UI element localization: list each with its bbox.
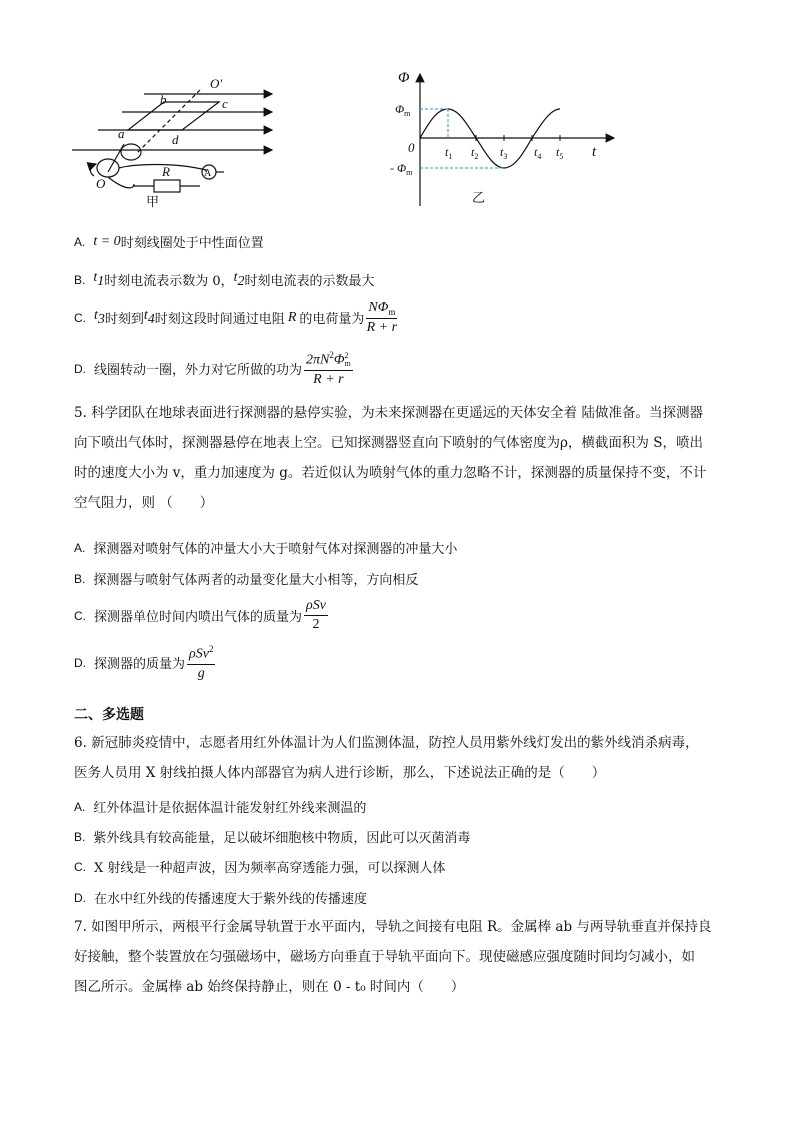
q6-option-a [74,797,366,816]
option-text: 探测器的质量为 [94,657,186,673]
option-key: B. [74,272,86,287]
section-title: 二、多选题 [74,707,144,723]
q6-option-c [74,857,445,876]
label-o: O [96,176,106,191]
option-key: A. [74,234,86,249]
q4-option-c [74,300,397,336]
option-text: 红外体温计是依据体温计能发射红外线来测温的 [93,801,367,816]
stem-line: 7. 如图甲所示，两根平行金属导轨置于水平面内，导轨之间接有电阻 R。金属棒 ab 与两导轨垂直并保持良 [74,919,712,935]
stem-line: 好接触，整个装置放在匀强磁场中，磁场方向垂直于导轨平面向下。现使磁感应强度随时间均匀减小，如 [74,949,695,965]
label-c: c [222,96,228,111]
caption-yi: 乙 [472,191,486,206]
q5-option-a [74,538,457,557]
option-text: 探测器对喷射气体的冲量大小大于喷射气体对探测器的冲量大小 [93,542,458,557]
fraction-mass: $\frac{\rho Sv^2}{g}$ [189,644,214,681]
y-axis-label: Φ [398,70,410,86]
option-key: D. [74,655,86,670]
stem-line: 图乙所示。金属棒 ab 始终保持静止，则在 0 - t₀ 时间内（ ） [74,979,465,995]
label-o-prime: O′ [210,76,223,91]
option-text: X 射线是一种超声波，因为频率高穿透能力强，可以探测人体 [94,861,446,876]
label-ammeter: A [204,168,212,179]
q5-stem [74,398,734,518]
fraction-charge: $\frac{N\Phi_m}{R + r}$ [366,300,398,335]
label-d: d [172,132,179,147]
option-text: 时刻这段时间通过电阻 [154,312,285,328]
fraction-work: $2\pi N^2\Phi$ 2 m R + r [306,350,351,387]
option-text: 线圈转动一圈，外力对它所做的功为 [94,363,303,379]
math-t3: $t_3$ [94,308,105,327]
option-text: 探测器与喷射气体两者的动量变化量大小相等，方向相反 [93,573,419,588]
stem-line: 向下喷出气体时，探测器悬停在地表上空。已知探测器竖直向下喷射的气体密度为ρ，横截面积为 S，喷出 [74,435,703,451]
stem-line: 医务人员用 X 射线拍摄人体内部器官为病人进行诊断，那么，下述说法正确的是（ ） [74,765,606,781]
option-key: C. [74,310,86,325]
math-t1: $t_1$ [93,270,105,289]
figure-jia [64,72,294,212]
math-t4: $t_4$ [143,308,155,327]
math-t2: $t_2$ [233,270,245,289]
y-min-label: - $\Phi_m$ [390,161,413,177]
q5-option-c [74,598,328,633]
fraction-mass-rate: $\frac{\text{ρSv}}{2}$ [306,598,326,632]
tick-t1: $t_1$ [445,145,453,161]
option-text: 时刻电流表示数为 0， [104,274,234,290]
tick-t3: $t_3$ [500,145,508,161]
stem-line: 空气阻力，则 （ ） [74,495,214,511]
q5-option-d [74,644,215,682]
option-text: 的电荷量为 [299,312,365,328]
option-key: D. [74,890,86,905]
q6-option-b [74,827,470,846]
tick-t4: $t_4$ [534,145,542,161]
option-key: B. [74,571,86,586]
q5-option-b [74,569,418,588]
math-t0: t = 0 [93,233,121,249]
stem-line: 时的速度大小为 v，重力加速度为 g。若近似认为喷射气体的重力忽略不计，探测器的质量保持不变，不计 [74,465,707,481]
option-text: 紫外线具有较高能量，足以破坏细胞核中物质，因此可以灭菌消毒 [93,831,471,846]
label-a: a [118,126,125,141]
stem-line: 5. 科学团队在地球表面进行探测器的悬停实验，为未来探测器在更遥远的天体安全着 陆做准备。当探测器 [74,405,703,421]
q6-stem [74,728,734,788]
option-key: A. [74,799,86,814]
option-text: 时刻线圈处于中性面位置 [120,236,264,251]
option-text: 时刻到 [104,312,144,328]
stem-line: 6. 新冠肺炎疫情中，志愿者用红外体温计为人们监测体温，防控人员用紫外线灯发出的紫外线消杀病毒， [74,735,699,751]
option-key: B. [74,829,86,844]
option-key: C. [74,608,86,623]
option-text: 在水中红外线的传播速度大于紫外线的传播速度 [94,892,368,907]
y-max-label: $\Phi_m$ [395,102,411,118]
q4-option-d [74,350,353,388]
option-key: D. [74,361,86,376]
figure-yi [392,66,622,216]
q4-option-b [74,270,375,290]
math-r: R [287,309,297,325]
label-r: R [162,164,170,179]
option-text: 时刻电流表的示数最大 [244,274,375,290]
option-key: A. [74,540,86,555]
x-axis-label: t [592,144,597,160]
origin-label: 0 [408,140,415,155]
tick-t5: $t_5$ [556,145,564,161]
q6-option-d [74,888,367,907]
q4-option-a [74,232,264,251]
caption-jia: 甲 [146,195,160,210]
label-b: b [160,92,167,107]
tick-t2: $t_2$ [471,145,479,161]
option-key: C. [74,859,86,874]
option-text: 探测器单位时间内喷出气体的质量为 [94,610,303,625]
q7-stem [74,912,734,1002]
